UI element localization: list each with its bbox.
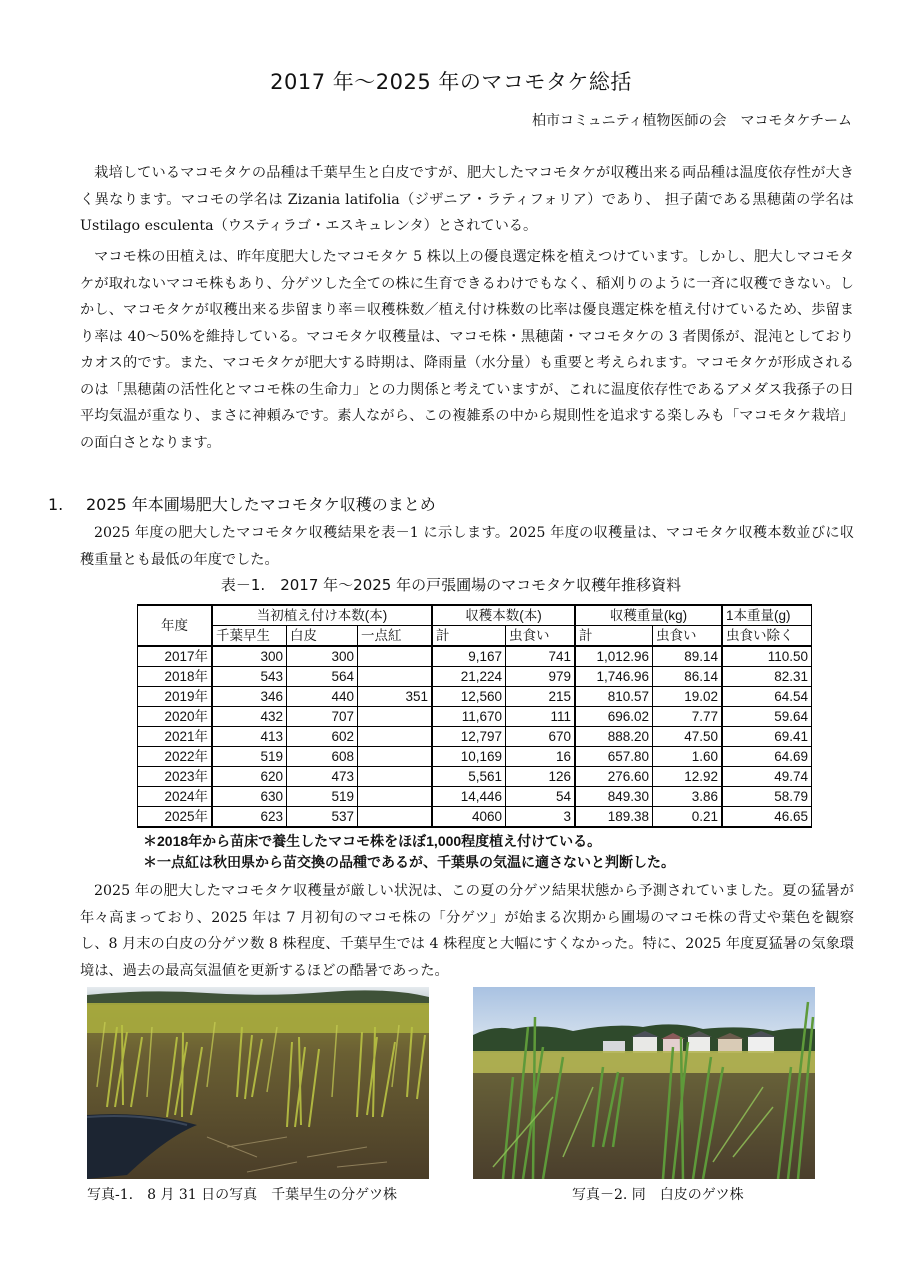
header-unit-excl-insect: 虫食い除く [722,626,812,647]
cell-year: 2023年 [138,767,213,787]
table-row [138,787,812,807]
cell-itten-ko [358,747,433,767]
harvest-table [137,604,812,828]
cell-year: 2018年 [138,667,213,687]
photo-shirokawa-field [473,987,815,1179]
cell-itten-ko [358,667,433,687]
cell-count-insect: 979 [506,667,576,687]
cell-weight-insect: 86.14 [653,667,723,687]
cell-chiba-wase: 346 [212,687,287,707]
cell-unit-weight: 64.69 [722,747,812,767]
cell-weight-insect: 47.50 [653,727,723,747]
cell-chiba-wase: 630 [212,787,287,807]
cell-weight-total: 657.80 [575,747,653,767]
cell-unit-weight: 49.74 [722,767,812,787]
cell-count-total: 10,169 [432,747,506,767]
section-paragraph-2-text: 2025 年の肥大したマコモタケ収穫量が厳しい状況は、この夏の分ゲツ結果状態から予測されていました。夏の猛暑が年々高まっており、2025 年は 7 月初旬のマコモ株の「分ゲツ」が始まる次期から圃場のマコモ株の背丈や葉色を観察し、8 月末の白皮の分ゲツ数 8 株程度、千葉早生では 4 株程度と大幅にすくなかった。特に、2025 年度夏猛暑の気象環境は、過去の最高気温値を更新するほどの酷暑であった。 [80,883,854,979]
cell-count-insect: 3 [506,807,576,828]
cell-year: 2024年 [138,787,213,807]
table-notes [143,831,675,873]
header-shirokawa: 白皮 [287,626,358,647]
cell-unit-weight: 110.50 [722,646,812,667]
cell-count-total: 12,797 [432,727,506,747]
cell-unit-weight: 59.64 [722,707,812,727]
cell-itten-ko [358,807,433,828]
header-harvest-count: 収穫本数(本) [432,605,575,626]
table-row [138,747,812,767]
section-number: 1. [48,495,64,514]
intro-paragraph-2-text: マコモ株の田植えは、昨年度肥大したマコモタケ 5 株以上の優良選定株を植えつけています。しかし、肥大しマコモタケが取れないマコモ株もあり、分ゲツした全ての株に生育できるわけでもなく、稲刈りのように一斉に収穫できない。しかし、マコモタケが収穫出来る歩留まり率＝収穫株数／植え付け株数の比率は優良選定株を植え付けているため、歩留まり率は 40～50%を維持している。マコモタケ収穫量は、マコモ株・黒穂菌・マコモタケの 3 者関係が、混沌としておりカオス的です。また、マコモタケが肥大する時期は、降雨量（水分量）も重要と考えられます。マコモタケが形成されるのは「黒穂菌の活性化とマコモ株の生命力」との力関係と考えていますが、これに温度依存性であるアメダス我孫子の日平均気温が重なり、まさに神頼みです。素人ながら、この複雑系の中から規則性を追求する楽しみも「マコモタケ栽培」の面白さとなります。 [80,249,854,451]
cell-count-total: 5,561 [432,767,506,787]
cell-itten-ko [358,646,433,667]
cell-itten-ko [358,787,433,807]
cell-year: 2021年 [138,727,213,747]
cell-itten-ko [358,767,433,787]
cell-count-total: 9,167 [432,646,506,667]
section-title: 2025 年本圃場肥大したマコモタケ収穫のまとめ [86,495,436,514]
section-paragraph-1-text: 2025 年度の肥大したマコモタケ収穫結果を表－1 に示します。2025 年度の収穫量は、マコモタケ収穫本数並びに収穫重量とも最低の年度でした。 [80,525,854,568]
photo-1-image [87,987,429,1179]
intro-paragraph-1-text: 栽培しているマコモタケの品種は千葉早生と白皮ですが、肥大したマコモタケが収穫出来る両品種は温度依存性が大きく異なります。マコモの学名は Zizania latifolia（ジザニア・ラティフォリア）であり、 担子菌である黒穂菌の学名は Ustilago esculenta（ウスティラゴ・エスキュレンタ）とされている。 [80,165,854,234]
cell-itten-ko: 351 [358,687,433,707]
cell-weight-total: 888.20 [575,727,653,747]
section-paragraph-1 [80,520,854,573]
photo-2-caption: 写真－2. 同 白皮のゲツ株 [572,1187,744,1203]
section-paragraph-2 [80,878,854,984]
cell-itten-ko [358,727,433,747]
header-count-total: 計 [432,626,506,647]
cell-unit-weight: 64.54 [722,687,812,707]
cell-chiba-wase: 543 [212,667,287,687]
cell-count-total: 21,224 [432,667,506,687]
cell-count-total: 14,446 [432,787,506,807]
cell-shirokawa: 608 [287,747,358,767]
cell-count-total: 11,670 [432,707,506,727]
table-caption: 表－1. 2017 年～2025 年の戸張圃場のマコモタケ収穫年推移資料 [220,576,682,594]
cell-shirokawa: 537 [287,807,358,828]
cell-weight-total: 696.02 [575,707,653,727]
cell-year: 2019年 [138,687,213,707]
cell-shirokawa: 519 [287,787,358,807]
cell-weight-insect: 0.21 [653,807,723,828]
cell-weight-total: 849.30 [575,787,653,807]
table-row [138,807,812,828]
header-year: 年度 [138,605,213,646]
cell-weight-insect: 7.77 [653,707,723,727]
table-row [138,667,812,687]
cell-weight-total: 276.60 [575,767,653,787]
cell-shirokawa: 564 [287,667,358,687]
table-row [138,727,812,747]
cell-shirokawa: 473 [287,767,358,787]
cell-count-total: 12,560 [432,687,506,707]
cell-chiba-wase: 519 [212,747,287,767]
cell-count-insect: 54 [506,787,576,807]
cell-shirokawa: 300 [287,646,358,667]
table-note: ＊一点紅は秋田県から苗交換の品種であるが、千葉県の気温に適さないと判断した。 [143,854,675,870]
cell-year: 2020年 [138,707,213,727]
cell-weight-insect: 12.92 [653,767,723,787]
cell-shirokawa: 602 [287,727,358,747]
document-title: 2017 年～2025 年のマコモタケ総括 [270,70,632,94]
cell-chiba-wase: 620 [212,767,287,787]
header-weight-insect: 虫食い [653,626,723,647]
header-chiba-wase: 千葉早生 [212,626,287,647]
photo-chiba-wase-field [87,987,429,1179]
intro-paragraph-2 [80,244,854,456]
cell-chiba-wase: 300 [212,646,287,667]
intro-paragraph-1 [80,160,854,240]
header-count-insect: 虫食い [506,626,576,647]
cell-weight-total: 1,012.96 [575,646,653,667]
table-row [138,707,812,727]
cell-count-insect: 111 [506,707,576,727]
header-unit-weight: 1本重量(g) [722,605,812,626]
cell-weight-insect: 3.86 [653,787,723,807]
cell-count-insect: 16 [506,747,576,767]
cell-weight-insect: 1.60 [653,747,723,767]
cell-unit-weight: 58.79 [722,787,812,807]
cell-year: 2025年 [138,807,213,828]
cell-unit-weight: 82.31 [722,667,812,687]
cell-count-insect: 215 [506,687,576,707]
cell-weight-insect: 89.14 [653,646,723,667]
photo-1-caption: 写真-1. 8 月 31 日の写真 千葉早生の分ゲツ株 [87,1187,398,1203]
header-itten-ko: 一点紅 [358,626,433,647]
author-line: 柏市コミュニティ植物医師の会 マコモタケチーム [531,113,852,129]
cell-count-insect: 670 [506,727,576,747]
cell-unit-weight: 69.41 [722,727,812,747]
cell-year: 2017年 [138,646,213,667]
header-weight-total: 計 [575,626,653,647]
cell-weight-total: 1,746.96 [575,667,653,687]
cell-count-insect: 741 [506,646,576,667]
cell-weight-total: 810.57 [575,687,653,707]
cell-chiba-wase: 623 [212,807,287,828]
cell-chiba-wase: 413 [212,727,287,747]
cell-count-total: 4060 [432,807,506,828]
cell-chiba-wase: 432 [212,707,287,727]
header-planted: 当初植え付け本数(本) [212,605,432,626]
table-row [138,687,812,707]
photo-2-image [473,987,815,1179]
cell-weight-insect: 19.02 [653,687,723,707]
cell-year: 2022年 [138,747,213,767]
cell-unit-weight: 46.65 [722,807,812,828]
table-note: ＊2018年から苗床で養生したマコモ株をほぼ1,000程度植え付けている。 [143,833,602,849]
section-heading [48,492,436,515]
table-row [138,646,812,667]
table-row [138,767,812,787]
cell-weight-total: 189.38 [575,807,653,828]
cell-count-insect: 126 [506,767,576,787]
cell-shirokawa: 440 [287,687,358,707]
cell-itten-ko [358,707,433,727]
header-harvest-weight: 収穫重量(kg) [575,605,722,626]
cell-shirokawa: 707 [287,707,358,727]
